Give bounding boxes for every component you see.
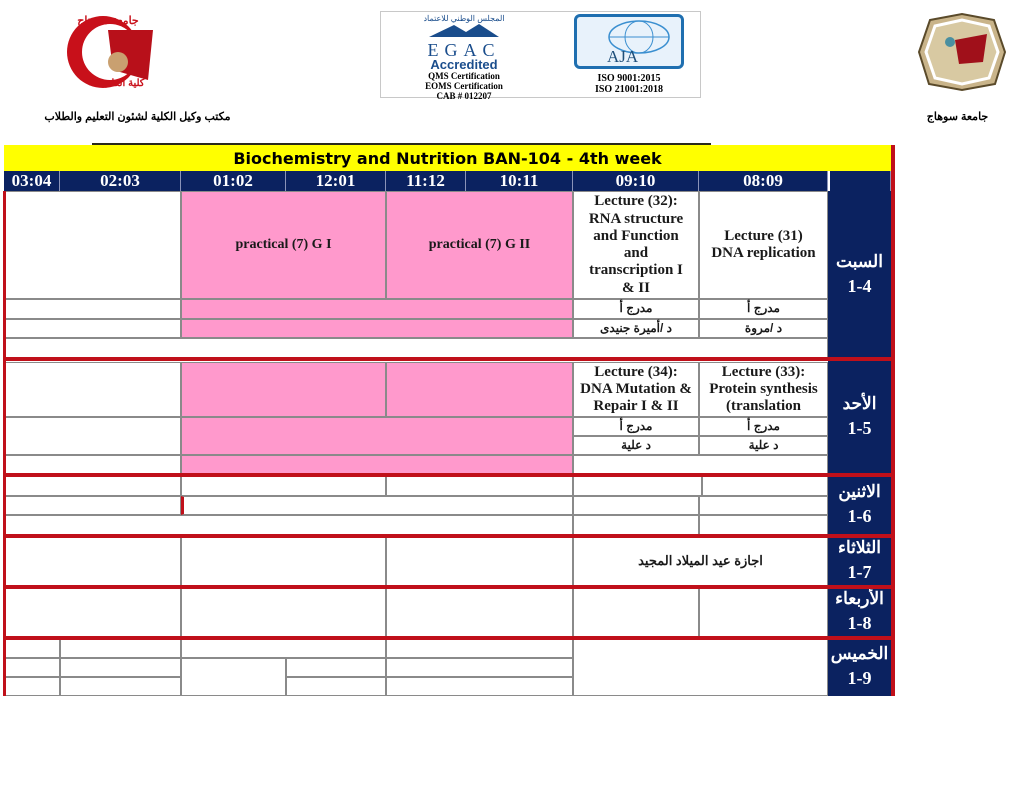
practical-g2-cell [386,191,573,299]
practical-cell [181,362,386,417]
lecture-31-lecturer: د /مروة [699,319,828,338]
empty-row [4,338,828,358]
day-date: 1-8 [847,613,872,633]
schedule-title [4,145,891,171]
lecture-34-lecturer: د علية [573,436,699,455]
empty-cell [573,588,699,637]
egac-arabic: المجلس الوطني للاعتماد [423,14,505,23]
empty-cell [4,476,181,496]
egac-line-3: CAB # 012207 [436,91,492,101]
empty-cell [4,639,60,658]
aja-line-1: ISO 9001:2015 [597,73,661,84]
empty-cell [386,677,573,696]
lecture-33-title: Lecture (33): Protein synthesis (translation [709,363,818,415]
egac-logo [389,14,539,101]
day-name: الثلاثاء [837,538,882,557]
svg-text:جامعة سوهاج: جامعة سوهاج [77,15,139,27]
empty-cell [699,496,828,515]
day-name: الأربعاء [835,589,884,608]
day-label-tuesday [828,535,891,586]
day-label-wednesday [828,586,891,637]
empty-cell [573,496,699,515]
day-date: 1-9 [847,668,872,688]
day-date: 1-4 [847,276,872,296]
empty-cell [181,537,386,586]
empty-cell [4,299,181,319]
university-name-label: جامعة سوهاج [926,111,989,123]
globe-icon [577,17,681,66]
day-separator [4,473,895,477]
day-name: الأحد [842,393,877,413]
time-slot-03-04: 03:04 [4,171,60,191]
empty-cell [181,476,386,496]
day-separator [4,357,895,361]
accreditation-logos [380,11,701,101]
empty-cell [4,588,181,637]
egac-name: EGAC [427,40,501,60]
table-right-border [891,145,895,696]
time-slot-12-01: 12:01 [286,171,386,191]
empty-cell [386,639,573,658]
empty-cell [181,496,573,515]
practical-g1-cell [181,191,386,299]
empty-cell [702,476,828,496]
aja-logo [569,14,689,96]
table-left-border [3,191,6,696]
empty-cell [4,362,181,417]
lecture-34-cell [573,362,699,417]
empty-cell [60,639,181,658]
practical-hall-cell [181,299,573,319]
egac-line-1: QMS Certification [428,71,500,81]
empty-cell [573,515,699,535]
lecture-31-hall: مدرج أ [699,299,828,319]
lecture-32-hall: مدرج أ [573,299,699,319]
faculty-logo-icon [58,10,163,90]
time-slot-10-11: 10:11 [466,171,573,191]
holiday-note: اجازة عيد الميلاد المجيد [573,537,828,586]
lecture-32-cell [573,191,699,299]
lecture-33-hall: مدرج أ [699,417,828,436]
vice-dean-office-label: مكتب وكيل الكلية لشئون التعليم والطلاب [44,111,231,123]
schedule-title-text: Biochemistry and Nutrition BAN-104 - 4th week [233,148,662,168]
empty-cell [4,319,181,338]
empty-cell [286,658,386,677]
aja-line-2: ISO 21001:2018 [594,84,664,95]
day-label-monday [828,474,891,535]
empty-cell [699,515,828,535]
lecture-32-lecturer: د /أميرة جنيدى [573,319,699,338]
empty-cell [573,455,828,474]
empty-cell [181,658,286,696]
practical-lecturer-cell [181,319,573,338]
mountain-icon [424,23,504,37]
day-name: الاثنين [838,482,881,501]
empty-cell [60,677,181,696]
day-label-thursday [828,637,891,696]
empty-cell [386,476,573,496]
empty-cell [4,191,181,299]
empty-cell [60,658,181,677]
day-date: 1-6 [847,506,872,526]
time-slot-01-02: 01:02 [181,171,286,191]
day-date: 1-5 [847,417,872,438]
egac-line-2: EOMS Certification [425,81,503,91]
faculty-logo [58,10,163,90]
day-separator [4,636,895,640]
empty-cell [699,588,828,637]
practical-merged-cell [181,455,573,474]
aja-text: AJA [607,47,639,66]
day-name: السبت [836,252,883,271]
empty-cell [386,537,573,586]
day-column-header [828,171,891,191]
svg-text:كلية الطب: كلية الطب [101,78,145,89]
university-logo [915,12,1009,92]
lecture-32-title: Lecture (32): RNA structure and Function and transcription I & II [588,193,684,296]
empty-cell [4,417,181,455]
day-date: 1-7 [847,562,872,582]
lecture-31-cell [699,191,828,299]
empty-cell [386,658,573,677]
empty-cell [573,639,828,696]
empty-cell [181,639,386,658]
empty-cell [4,496,181,515]
empty-cell [181,588,386,637]
lecture-33-cell [699,362,828,417]
lecture-33-lecturer: د علية [699,436,828,455]
empty-cell [573,476,702,496]
practical-cell [386,362,573,417]
lecture-31-title: Lecture (31) DNA replication [711,227,816,261]
day-separator [4,585,895,589]
time-slot-09-10: 09:10 [573,171,699,191]
time-slot-02-03: 02:03 [60,171,181,191]
empty-cell [4,515,573,535]
empty-cell [4,455,181,474]
egac-accredited: Accredited [430,57,498,72]
practical-g2-label: practical (7) G II [428,236,531,252]
empty-cell [4,537,181,586]
practical-g1-label: practical (7) G I [235,236,332,252]
lecture-34-hall: مدرج أ [573,417,699,436]
time-slot-11-12: 11:12 [386,171,466,191]
university-seal-icon [915,12,1009,92]
empty-cell [4,677,60,696]
practical-merged-cell [181,417,573,455]
time-slot-08-09: 08:09 [699,171,828,191]
day-separator [4,534,895,538]
lecture-34-title: Lecture (34): DNA Mutation & Repair I & II [580,363,692,415]
empty-cell [286,677,386,696]
day-label-saturday [828,191,891,358]
day-label-sunday [828,358,891,474]
empty-cell [4,658,60,677]
aja-badge [574,14,684,69]
empty-cell [386,588,573,637]
day-name: الخميس [830,644,889,663]
